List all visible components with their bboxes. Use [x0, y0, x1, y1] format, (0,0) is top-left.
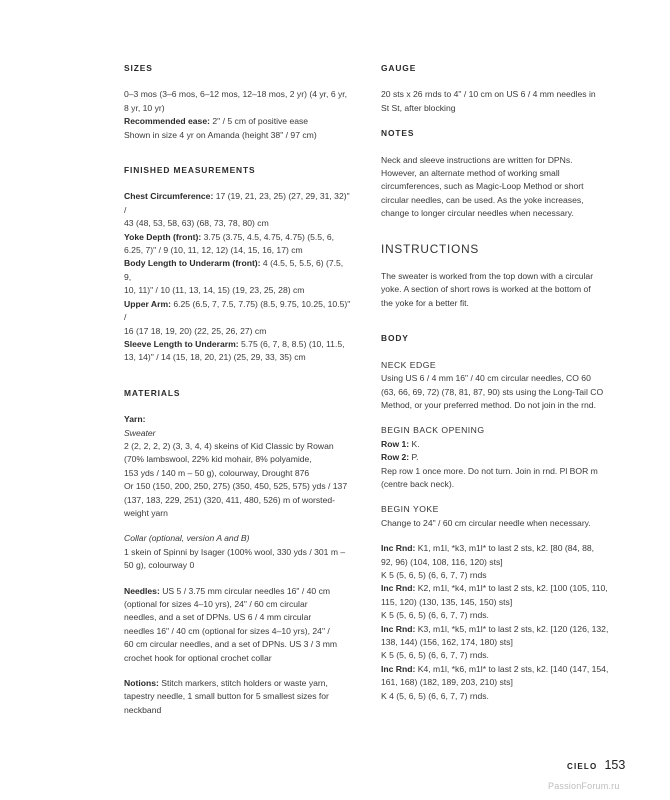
- needles-line: needles, and a set of DPNs. US 6 / 4 mm circular: [124, 612, 312, 623]
- collar-line: 50 g), colourway 0: [124, 560, 195, 571]
- inc-round-value: K4, m1l, *k6, m1l* to last 2 sts, k2. [140 (147, 154,: [415, 663, 609, 674]
- yoke-label: Yoke Depth (front):: [124, 231, 202, 242]
- ease-label: Recommended ease:: [124, 116, 210, 127]
- gauge-heading: GAUGE: [381, 63, 417, 73]
- instructions-line: The sweater is worked from the top down with a circular: [381, 271, 594, 282]
- neck-edge-heading: NECK EDGE: [381, 359, 437, 370]
- sleeve-line: 13, 14)" / 14 (15, 18, 20, 21) (25, 29, 33, 35) cm: [124, 352, 306, 363]
- body-length-value: 4 (4.5, 5, 5.5, 6) (7.5, 9,: [124, 258, 344, 282]
- knit-rounds-line: K 4 (5, 6, 5) (6, 6, 7, 7) rnds.: [381, 690, 489, 701]
- inc-round-label: Inc Rnd:: [381, 663, 416, 674]
- right-column: [381, 62, 623, 703]
- inc-round-value: K1, m1l, *k3, m1l* to last 2 sts, k2. [80 (84, 88,: [415, 543, 595, 554]
- inc-round-line: [381, 663, 623, 676]
- neck-edge-line: (63, 66, 69, 72) (78, 81, 87, 90) sts using the Long-Tail CO: [381, 386, 604, 397]
- upper-arm-line: [124, 298, 352, 325]
- repeat-line: (centre back neck).: [381, 478, 455, 489]
- chest-line: 43 (48, 53, 58, 63) (68, 73, 78, 80) cm: [124, 218, 269, 229]
- gauge-line: 20 sts x 26 rnds to 4" / 10 cm on US 6 / 4 mm needles in: [381, 89, 596, 100]
- collar-label: Collar (optional, version A and B): [124, 533, 250, 544]
- inc-round-line: [381, 623, 623, 636]
- ease-value: 2" / 5 cm of positive ease: [209, 116, 309, 127]
- upper-arm-label: Upper Arm:: [124, 298, 171, 309]
- sweater-line: Or 150 (150, 200, 250, 275) (350, 450, 525, 575) yds / 137: [124, 481, 348, 492]
- notes-heading: NOTES: [381, 128, 415, 139]
- body-length-label: Body Length to Underarm (front):: [124, 258, 261, 269]
- yoke-value: 3.75 (3.75, 4.5, 4.75, 4.75) (5.5, 6,: [201, 231, 335, 242]
- sleeve-line: [124, 338, 352, 351]
- notions-label: Notions:: [124, 678, 159, 689]
- inc-round-line: [381, 582, 623, 595]
- neck-edge-line: Method, or your preferred method. Do not join in the rnd.: [381, 399, 596, 410]
- shown-line: Shown in size 4 yr on Amanda (height 38" / 97 cm): [124, 129, 317, 140]
- instructions-line: the yoke for a better fit.: [381, 297, 469, 308]
- inc-round-label: Inc Rnd:: [381, 543, 416, 554]
- notions-line: [124, 677, 352, 690]
- row-2-label: Row 2:: [381, 452, 410, 463]
- instructions-heading: INSTRUCTIONS: [381, 241, 480, 256]
- knit-rounds-line: K 5 (5, 6, 5) (6, 6, 7, 7) rnds.: [381, 610, 489, 621]
- body-length-line: 10, 11)" / 10 (11, 13, 14, 15) (19, 23, 25, 28) cm: [124, 285, 305, 296]
- sizes-line: 8 yr, 10 yr): [124, 102, 165, 113]
- ease-line: [124, 115, 352, 128]
- instructions-line: yoke. A section of short rows is worked at the bottom of: [381, 284, 591, 295]
- inc-round-line: 161, 168) (182, 189, 203, 210) sts]: [381, 677, 513, 688]
- footer-brand: CIELO: [567, 762, 598, 771]
- yoke-change-line: Change to 24" / 60 cm circular needle when necessary.: [381, 517, 591, 528]
- notions-value: Stitch markers, stitch holders or waste yarn,: [158, 678, 328, 689]
- inc-round-value: K3, m1l, *k5, m1l* to last 2 sts, k2. [120 (126, 132,: [415, 623, 609, 634]
- chest-value: 17 (19, 21, 23, 25) (27, 29, 31, 32)" /: [124, 191, 350, 215]
- upper-arm-line: 16 (17 18, 19, 20) (22, 25, 26, 27) cm: [124, 325, 267, 336]
- yoke-line: 6.25, 7)" / 9 (10, 11, 12, 12) (14, 15, 16, 17) cm: [124, 245, 303, 256]
- inc-round-line: 138, 144) (156, 162, 174, 180) sts]: [381, 637, 513, 647]
- needles-line: needles 16" / 40 cm (optional for sizes 4–10 yrs), 24" /: [124, 625, 330, 636]
- needles-line: 60 cm circular needles, and a set of DPNs. US 3 / 3 mm: [124, 639, 338, 650]
- inc-round-line: 92, 96) (104, 108, 116, 120) sts]: [381, 556, 503, 567]
- knit-rounds-line: K 5 (5, 6, 5) (6, 6, 7, 7) rnds.: [381, 650, 489, 661]
- body-length-line: [124, 257, 352, 284]
- repeat-line: Rep row 1 once more. Do not turn. Join in rnd. Pl BOR m: [381, 465, 598, 476]
- notes-line: circumferences, such as Magic-Loop Method or short: [381, 181, 584, 192]
- needles-line: crochet hook for optional crochet collar: [124, 652, 272, 663]
- row-2-value: P.: [409, 452, 419, 463]
- left-column: [124, 62, 352, 717]
- sleeve-value: 5.75 (6, 7, 8, 8.5) (10, 11.5,: [238, 338, 345, 349]
- upper-arm-value: 6.25 (6.5, 7, 7.5, 7.75) (8.5, 9.75, 10.25, 10.5)" /: [124, 298, 351, 323]
- row-1-line: [381, 438, 623, 451]
- finished-measurements-heading: FINISHED MEASUREMENTS: [124, 165, 256, 176]
- yarn-label: Yarn:: [124, 414, 146, 425]
- inc-round-line: [381, 542, 623, 555]
- sizes-heading: SIZES: [124, 63, 153, 73]
- watermark: PassionForum.ru: [548, 781, 620, 791]
- sizes-line: 0–3 mos (3–6 mos, 6–12 mos, 12–18 mos, 2 yr) (4 yr, 6 yr,: [124, 89, 348, 100]
- inc-round-value: K2, m1l, *k4, m1l* to last 2 sts, k2. [100 (105, 110,: [415, 583, 608, 594]
- begin-yoke-heading: BEGIN YOKE: [381, 504, 439, 515]
- sweater-line: (137, 183, 229, 251) (320, 411, 480, 526) m of worsted-: [124, 494, 335, 505]
- needles-value: US 5 / 3.75 mm circular needles 16" / 40 cm: [159, 585, 331, 596]
- inc-round-label: Inc Rnd:: [381, 623, 416, 634]
- sweater-line: (70% lambswool, 22% kid mohair, 8% polyamide,: [124, 454, 312, 465]
- sweater-label: Sweater: [124, 427, 156, 438]
- page-footer: [567, 758, 625, 772]
- inc-round-label: Inc Rnd:: [381, 583, 416, 594]
- sweater-line: 153 yds / 140 m – 50 g), colourway, Drought 876: [124, 467, 310, 478]
- notes-line: change to longer circular needles when necessary.: [381, 208, 574, 219]
- row-2-line: [381, 451, 623, 464]
- materials-heading: MATERIALS: [124, 387, 181, 398]
- yoke-line: [124, 231, 352, 244]
- knit-rounds-line: K 5 (5, 6, 5) (6, 6, 7, 7) rnds: [381, 569, 487, 580]
- inc-round-line: 115, 120) (130, 135, 145, 150) sts]: [381, 596, 513, 607]
- row-1-value: K.: [409, 438, 420, 449]
- gauge-line: St St, after blocking: [381, 102, 456, 113]
- row-1-label: Row 1:: [381, 438, 410, 449]
- sleeve-label: Sleeve Length to Underarm:: [124, 338, 239, 349]
- notions-line: neckband: [124, 704, 162, 715]
- needles-line: [124, 585, 352, 598]
- body-heading: BODY: [381, 333, 409, 344]
- collar-line: 1 skein of Spinni by Isager (100% wool, 330 yds / 301 m –: [124, 546, 346, 557]
- page-number: 153: [604, 758, 626, 772]
- chest-label: Chest Circumference:: [124, 191, 214, 202]
- neck-edge-line: Using US 6 / 4 mm 16" / 40 cm circular needles, CO 60: [381, 373, 591, 384]
- needles-label: Needles:: [124, 585, 160, 596]
- needles-line: (optional for sizes 4–10 yrs), 24" / 60 cm circular: [124, 599, 308, 609]
- sweater-line: 2 (2, 2, 2, 2) (3, 3, 4, 4) skeins of Kid Classic by Rowan: [124, 440, 334, 451]
- notes-line: However, an alternate method of working small: [381, 168, 560, 179]
- chest-line: [124, 190, 352, 217]
- sweater-line: weight yarn: [124, 507, 168, 518]
- notions-line: tapestry needle, 1 small button for 5 smallest sizes for: [124, 691, 329, 702]
- notes-line: circular needles, can be used. As the yoke increases,: [381, 194, 584, 205]
- notes-line: Neck and sleeve instructions are written for DPNs.: [381, 154, 573, 165]
- back-opening-heading: BEGIN BACK OPENING: [381, 425, 485, 436]
